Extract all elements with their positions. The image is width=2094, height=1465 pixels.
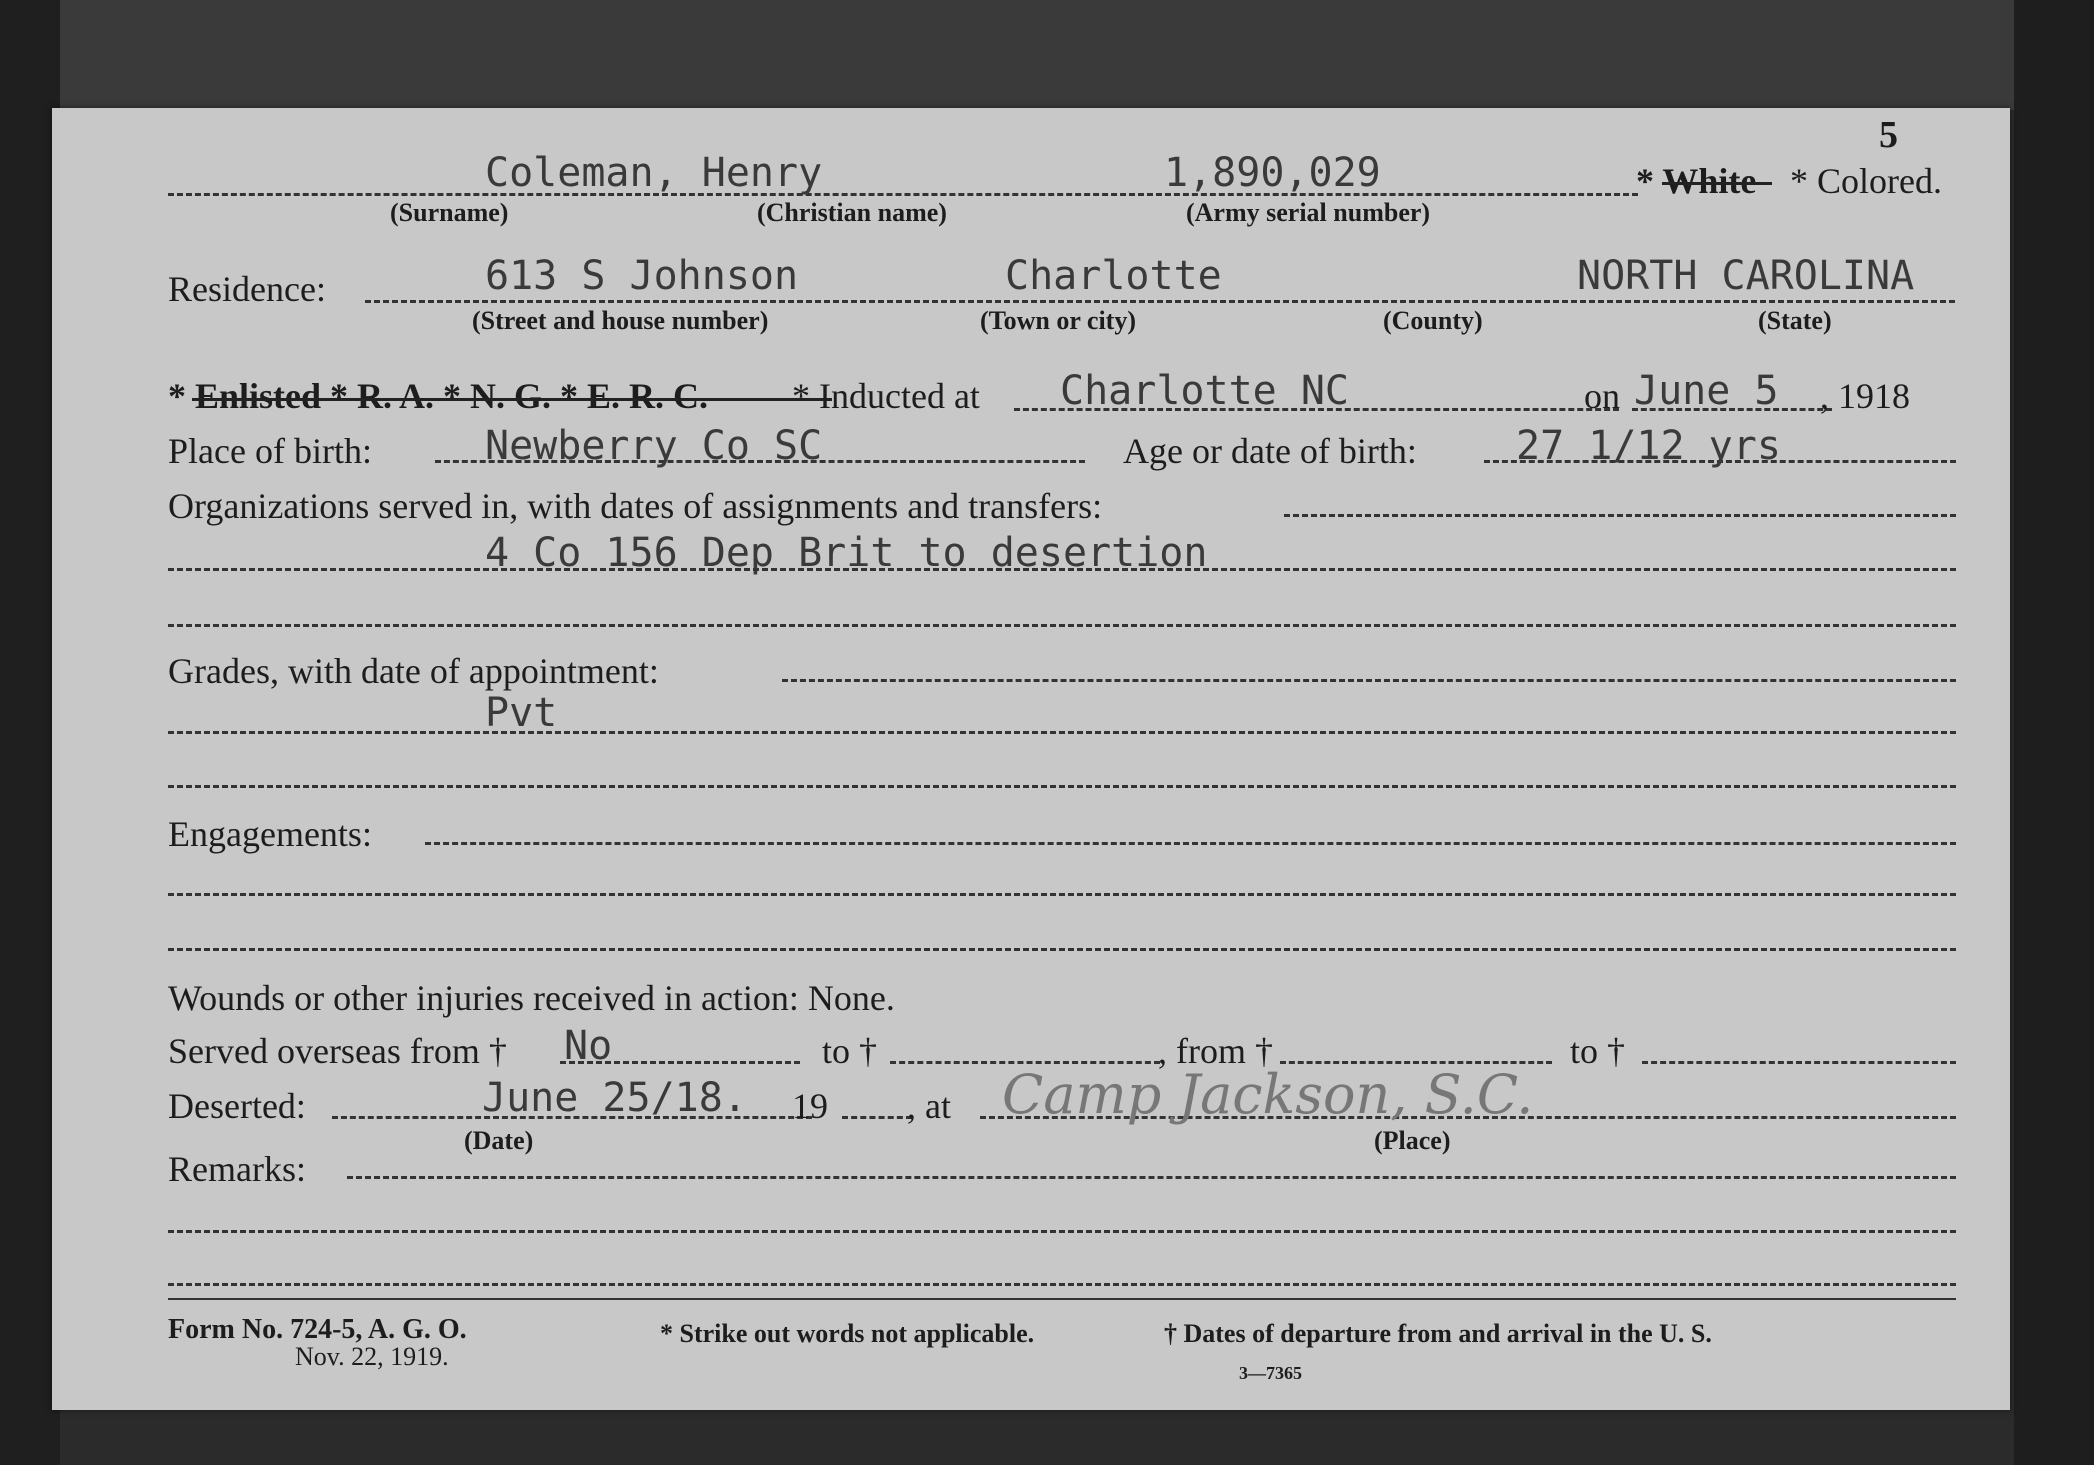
service-record-card xyxy=(52,108,2010,1410)
white-strikethrough xyxy=(1662,182,1772,185)
engagements-line-2 xyxy=(168,893,1956,896)
remarks-line-1 xyxy=(347,1176,1956,1179)
enlisted-options: * Enlisted * R. A. * N. G. * E. R. C. xyxy=(168,376,709,416)
residence-state: NORTH CAROLINA xyxy=(1577,253,1915,299)
surname-name: Coleman, Henry xyxy=(485,150,823,196)
wounds-label: Wounds or other injuries received in action: None. xyxy=(168,978,895,1018)
footer-divider xyxy=(168,1298,1956,1300)
race-colored: * Colored. xyxy=(1790,161,1942,201)
organizations-line-3 xyxy=(168,624,1956,627)
residence-town: Charlotte xyxy=(1005,253,1222,299)
grades-value: Pvt xyxy=(485,690,558,736)
form-date: Nov. 22, 1919. xyxy=(295,1342,449,1371)
dates-note: † Dates of departure from and arrival in the U. S. xyxy=(1164,1319,1712,1348)
background-left xyxy=(0,0,60,1465)
organizations-line-2 xyxy=(168,568,1956,571)
engagements-label: Engagements: xyxy=(168,814,372,854)
caption-place: (Place) xyxy=(1374,1126,1451,1155)
overseas-to-label-2: to † xyxy=(1570,1031,1626,1071)
grades-label: Grades, with date of appointment: xyxy=(168,651,659,691)
caption-street: (Street and house number) xyxy=(472,306,769,335)
background-top xyxy=(0,0,2094,110)
grades-line-2 xyxy=(168,731,1956,734)
birthplace-value: Newberry Co SC xyxy=(485,423,823,469)
birthplace-label: Place of birth: xyxy=(168,431,372,471)
organizations-label: Organizations served in, with dates of assignments and transfers: xyxy=(168,486,1103,526)
inducted-place: Charlotte NC xyxy=(1060,368,1349,414)
deserted-at-label: , at xyxy=(907,1086,951,1126)
inducted-label: * Inducted at xyxy=(792,376,980,416)
caption-christian-name: (Christian name) xyxy=(757,198,947,227)
page-number: 5 xyxy=(1879,114,1898,156)
print-code: 3—7365 xyxy=(1239,1363,1302,1383)
remarks-line-3 xyxy=(168,1283,1956,1286)
organizations-line-1 xyxy=(1284,514,1956,517)
age-value: 27 1/12 yrs xyxy=(1516,423,1781,469)
age-label: Age or date of birth: xyxy=(1123,431,1417,471)
background-right xyxy=(2014,0,2094,1465)
organizations-value: 4 Co 156 Dep Brit to desertion xyxy=(485,530,1208,576)
deserted-year-prefix: 19 xyxy=(792,1086,828,1126)
caption-date: (Date) xyxy=(464,1126,534,1155)
enlisted-strikethrough xyxy=(192,398,832,401)
grades-line-1 xyxy=(782,679,1956,682)
caption-county: (County) xyxy=(1383,306,1483,335)
form-number: Form No. 724-5, A. G. O. xyxy=(168,1314,467,1345)
overseas-to-label: to † xyxy=(822,1031,878,1071)
deserted-label: Deserted: xyxy=(168,1086,306,1126)
inducted-date: June 5 xyxy=(1634,368,1779,414)
caption-surname: (Surname) xyxy=(390,198,509,227)
caption-state: (State) xyxy=(1758,306,1832,335)
deserted-place: Camp Jackson, S.C. xyxy=(1002,1063,1534,1126)
caption-serial: (Army serial number) xyxy=(1186,198,1431,227)
overseas-value: No xyxy=(564,1023,613,1069)
remarks-line-2 xyxy=(168,1230,1956,1233)
residence-line xyxy=(365,300,1955,303)
race-white: * White xyxy=(1636,161,1757,201)
residence-street: 613 S Johnson xyxy=(485,253,799,299)
inducted-year: , 1918 xyxy=(1820,376,1910,416)
overseas-to-line-2 xyxy=(1642,1061,1956,1064)
remarks-label: Remarks: xyxy=(168,1149,306,1189)
overseas-from-label: , from † xyxy=(1158,1031,1273,1071)
caption-town: (Town or city) xyxy=(980,306,1136,335)
strike-note: * Strike out words not applicable. xyxy=(660,1319,1035,1348)
deserted-year-line xyxy=(842,1116,912,1119)
engagements-line-3 xyxy=(168,948,1956,951)
overseas-label: Served overseas from † xyxy=(168,1031,507,1071)
on-label: on xyxy=(1584,376,1620,416)
name-line xyxy=(168,193,1638,196)
serial-number: 1,890,029 xyxy=(1164,150,1381,196)
engagements-line-1 xyxy=(425,842,1956,845)
deserted-date: June 25/18. xyxy=(482,1075,747,1121)
grades-line-3 xyxy=(168,785,1956,788)
residence-label: Residence: xyxy=(168,269,326,309)
